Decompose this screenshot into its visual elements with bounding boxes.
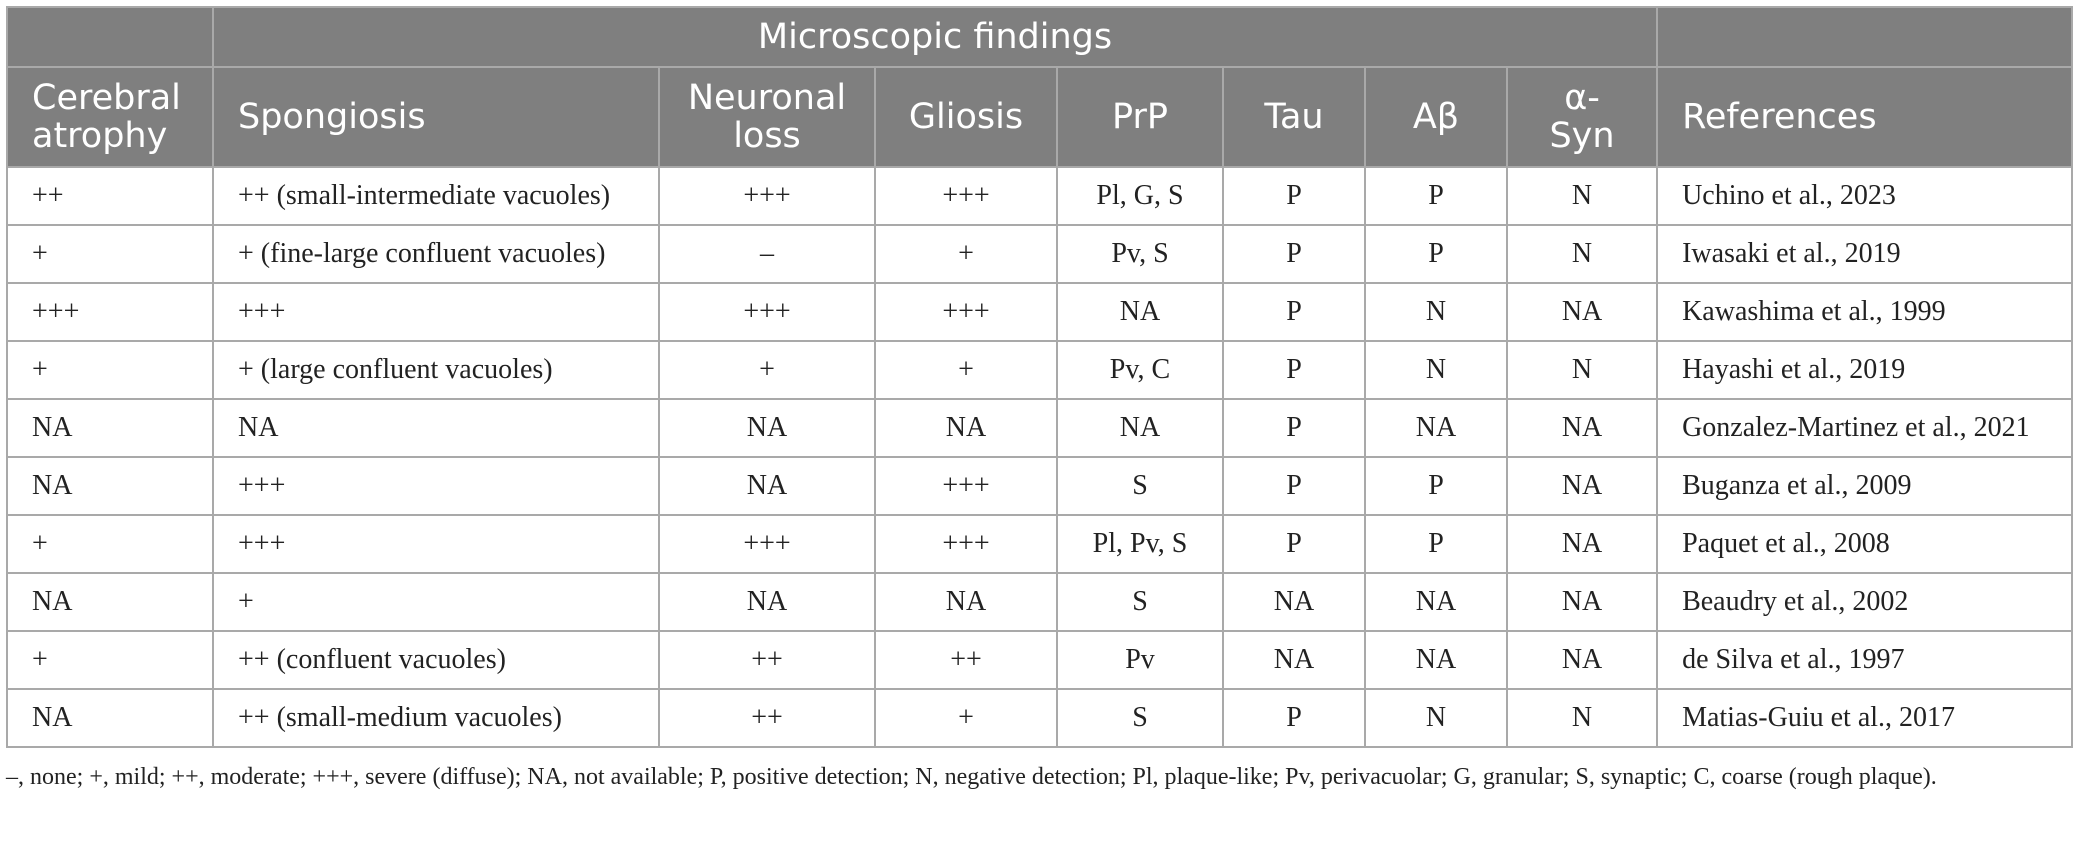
column-header-spongiosis: Spongiosis: [213, 67, 659, 167]
cell-spongiosis: ++ (small-intermediate vacuoles): [213, 167, 659, 225]
cell-gliosis: +: [875, 225, 1057, 283]
cell-spongiosis: ++ (confluent vacuoles): [213, 631, 659, 689]
cell-abeta: NA: [1365, 399, 1507, 457]
cell-cerebral-atrophy: +: [7, 515, 213, 573]
cell-neuronal-loss: ++: [659, 631, 875, 689]
reference-link[interactable]: Uchino et al., 2023: [1657, 167, 2072, 225]
cell-abeta: P: [1365, 457, 1507, 515]
cell-neuronal-loss: +++: [659, 167, 875, 225]
header-blank-left: [7, 7, 213, 67]
column-header-abeta: Aβ: [1365, 67, 1507, 167]
reference-link[interactable]: Iwasaki et al., 2019: [1657, 225, 2072, 283]
reference-link[interactable]: Hayashi et al., 2019: [1657, 341, 2072, 399]
cell-abeta: NA: [1365, 631, 1507, 689]
header-group-row: [7, 7, 2072, 67]
cell-alpha-syn: NA: [1507, 457, 1657, 515]
cell-tau: NA: [1223, 631, 1365, 689]
cell-prp: Pv: [1057, 631, 1223, 689]
column-header-neuronal-loss: Neuronal loss: [659, 67, 875, 167]
reference-link[interactable]: Gonzalez-Martinez et al., 2021: [1657, 399, 2072, 457]
cell-tau: NA: [1223, 573, 1365, 631]
cell-gliosis: +++: [875, 457, 1057, 515]
reference-link[interactable]: Buganza et al., 2009: [1657, 457, 2072, 515]
cell-alpha-syn: NA: [1507, 573, 1657, 631]
cell-tau: P: [1223, 225, 1365, 283]
table-row: [7, 167, 2072, 225]
header-column-row: [7, 67, 2072, 167]
cell-prp: Pv, S: [1057, 225, 1223, 283]
table-row: [7, 341, 2072, 399]
cell-spongiosis: NA: [213, 399, 659, 457]
cell-tau: P: [1223, 283, 1365, 341]
cell-cerebral-atrophy: +: [7, 225, 213, 283]
cell-alpha-syn: NA: [1507, 283, 1657, 341]
cell-abeta: P: [1365, 225, 1507, 283]
cell-spongiosis: + (large confluent vacuoles): [213, 341, 659, 399]
cell-alpha-syn: NA: [1507, 515, 1657, 573]
cell-prp: Pv, C: [1057, 341, 1223, 399]
cell-gliosis: ++: [875, 631, 1057, 689]
table-row: [7, 399, 2072, 457]
table-row: [7, 573, 2072, 631]
table-row: [7, 631, 2072, 689]
table-row: [7, 283, 2072, 341]
column-header-tau: Tau: [1223, 67, 1365, 167]
cell-spongiosis: +++: [213, 457, 659, 515]
cell-neuronal-loss: +++: [659, 515, 875, 573]
cell-gliosis: +++: [875, 283, 1057, 341]
cell-cerebral-atrophy: NA: [7, 573, 213, 631]
column-header-cerebral-atrophy: Cerebral atrophy: [7, 67, 213, 167]
cell-prp: Pl, Pv, S: [1057, 515, 1223, 573]
cell-spongiosis: ++ (small-medium vacuoles): [213, 689, 659, 747]
table-row: [7, 515, 2072, 573]
cell-gliosis: +++: [875, 515, 1057, 573]
reference-link[interactable]: Kawashima et al., 1999: [1657, 283, 2072, 341]
cell-alpha-syn: N: [1507, 689, 1657, 747]
table-row: [7, 689, 2072, 747]
table-footnote: –, none; +, mild; ++, moderate; +++, severe (diffuse); NA, not available; P, positive detection; N, negative detection; Pl, plaque-like; Pv, perivacuolar; G, granular; S, synaptic; C, coarse (rough plaque).: [6, 764, 1937, 790]
cell-alpha-syn: NA: [1507, 399, 1657, 457]
cell-neuronal-loss: –: [659, 225, 875, 283]
cell-tau: P: [1223, 689, 1365, 747]
cell-alpha-syn: N: [1507, 341, 1657, 399]
cell-spongiosis: + (fine-large confluent vacuoles): [213, 225, 659, 283]
cell-abeta: P: [1365, 167, 1507, 225]
cell-cerebral-atrophy: +: [7, 341, 213, 399]
cell-cerebral-atrophy: NA: [7, 399, 213, 457]
table-body: [7, 167, 2072, 747]
cell-spongiosis: +++: [213, 283, 659, 341]
cell-cerebral-atrophy: NA: [7, 457, 213, 515]
cell-gliosis: NA: [875, 573, 1057, 631]
column-header-gliosis: Gliosis: [875, 67, 1057, 167]
cell-abeta: N: [1365, 341, 1507, 399]
cell-prp: S: [1057, 689, 1223, 747]
cell-neuronal-loss: +++: [659, 283, 875, 341]
cell-tau: P: [1223, 341, 1365, 399]
column-header-references: References: [1657, 67, 2072, 167]
table-row: [7, 457, 2072, 515]
cell-neuronal-loss: NA: [659, 399, 875, 457]
cell-spongiosis: +: [213, 573, 659, 631]
cell-tau: P: [1223, 167, 1365, 225]
column-header-prp: PrP: [1057, 67, 1223, 167]
cell-spongiosis: +++: [213, 515, 659, 573]
header-blank-right: [1657, 7, 2072, 67]
cell-prp: NA: [1057, 399, 1223, 457]
reference-link[interactable]: Beaudry et al., 2002: [1657, 573, 2072, 631]
cell-abeta: N: [1365, 689, 1507, 747]
reference-link[interactable]: de Silva et al., 1997: [1657, 631, 2072, 689]
table-header: [7, 7, 2072, 167]
cell-neuronal-loss: NA: [659, 573, 875, 631]
cell-abeta: N: [1365, 283, 1507, 341]
cell-neuronal-loss: ++: [659, 689, 875, 747]
reference-link[interactable]: Matias-Guiu et al., 2017: [1657, 689, 2072, 747]
cell-gliosis: +: [875, 341, 1057, 399]
cell-gliosis: +++: [875, 167, 1057, 225]
table-row: [7, 225, 2072, 283]
cell-cerebral-atrophy: +++: [7, 283, 213, 341]
cell-abeta: P: [1365, 515, 1507, 573]
cell-alpha-syn: N: [1507, 167, 1657, 225]
header-group-title: Microscopic findings: [213, 7, 1657, 67]
cell-neuronal-loss: NA: [659, 457, 875, 515]
column-header-alpha-syn: α-Syn: [1507, 67, 1657, 167]
cell-prp: S: [1057, 573, 1223, 631]
cell-prp: S: [1057, 457, 1223, 515]
cell-prp: Pl, G, S: [1057, 167, 1223, 225]
cell-tau: P: [1223, 457, 1365, 515]
cell-alpha-syn: N: [1507, 225, 1657, 283]
cell-neuronal-loss: +: [659, 341, 875, 399]
reference-link[interactable]: Paquet et al., 2008: [1657, 515, 2072, 573]
cell-tau: P: [1223, 515, 1365, 573]
cell-cerebral-atrophy: +: [7, 631, 213, 689]
findings-table: [6, 6, 2073, 748]
cell-prp: NA: [1057, 283, 1223, 341]
cell-tau: P: [1223, 399, 1365, 457]
cell-gliosis: +: [875, 689, 1057, 747]
table-container: [6, 6, 2071, 796]
cell-gliosis: NA: [875, 399, 1057, 457]
cell-abeta: NA: [1365, 573, 1507, 631]
cell-cerebral-atrophy: NA: [7, 689, 213, 747]
cell-alpha-syn: NA: [1507, 631, 1657, 689]
cell-cerebral-atrophy: ++: [7, 167, 213, 225]
